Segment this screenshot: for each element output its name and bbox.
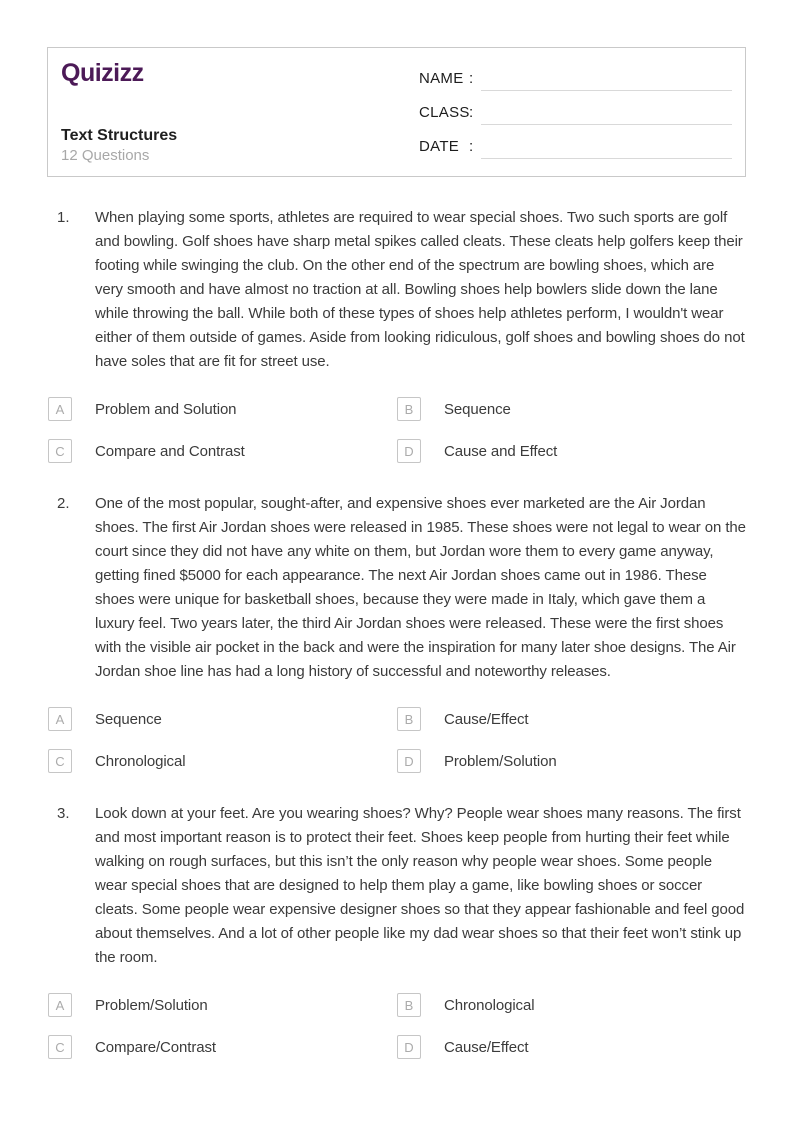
option — [397, 439, 746, 463]
option-label: Cause/Effect — [444, 1038, 529, 1056]
option — [397, 993, 746, 1017]
option-label: Chronological — [444, 996, 535, 1014]
class-field-colon: : — [469, 103, 474, 121]
date-field-label: DATE — [419, 137, 460, 155]
option-label: Cause and Effect — [444, 442, 558, 460]
option-letter-box[interactable]: C — [48, 1035, 72, 1059]
question-block — [48, 492, 746, 773]
question-text: One of the most popular, sought-after, and expensive shoes ever marketed are the Air Jordan shoes. The first Air Jordan shoes were released in 1985. These shoes were not legal to wear on the court since they did not have any white on them, but Jordan wore them to every game anyway, getting fined $5000 for each appearance. The next Air Jordan shoes came out in 1986. These shoes were unique for basketball shoes, because they were made in Italy, which gave them a luxury feel. Two years later, the third Air Jordan shoes were released. These were the first shoes with the visible air pocket in the back and were the inspiration for many later shoe designs. The Air Jordan shoe line has had a long history of successful and noteworthy releases. — [95, 495, 746, 680]
option — [397, 1035, 746, 1059]
question-body — [55, 206, 746, 463]
option — [48, 993, 397, 1017]
option-label: Compare/Contrast — [95, 1038, 216, 1056]
worksheet-header — [47, 47, 746, 177]
options-grid — [48, 993, 746, 1059]
title-block — [61, 125, 177, 166]
date-field-colon: : — [469, 137, 474, 155]
option-letter-box[interactable]: D — [397, 439, 421, 463]
option — [397, 397, 746, 421]
question-number: 2. — [57, 495, 70, 512]
class-field-label: CLASS — [419, 103, 470, 121]
option — [48, 439, 397, 463]
option-letter-box[interactable]: B — [397, 993, 421, 1017]
option-letter-box[interactable]: A — [48, 993, 72, 1017]
option — [397, 707, 746, 731]
name-field-colon: : — [469, 69, 474, 87]
class-field-row — [419, 95, 732, 129]
name-field-row — [419, 61, 732, 95]
question-number: 1. — [57, 209, 70, 226]
option-letter-box[interactable]: D — [397, 749, 421, 773]
option — [48, 397, 397, 421]
option-label: Problem/Solution — [444, 752, 557, 770]
option-letter-box[interactable]: A — [48, 397, 72, 421]
option-letter-box[interactable]: C — [48, 749, 72, 773]
date-field-row — [419, 129, 732, 163]
option-letter-box[interactable]: B — [397, 707, 421, 731]
worksheet-title: Text Structures — [61, 127, 178, 144]
question-text: Look down at your feet. Are you wearing shoes? Why? People wear shoes many reasons. The first and most important reason is to protect their feet. Shoes keep people from hurting their feet while walking on rough surfaces, but this isn’t the only reason why people wear shoes. Some people wear special shoes that are designed to help them play a game, like bowling shoes or soccer cleats. Some people wear expensive designer shoes so that they appear fashionable and feel good about themselves. And a lot of other people like my dad wear shoes so that their feet won’t stink up the room. — [95, 805, 745, 966]
name-input-line[interactable] — [481, 90, 732, 91]
option-letter-box[interactable]: D — [397, 1035, 421, 1059]
option-label: Problem and Solution — [95, 400, 237, 418]
option-letter-box[interactable]: C — [48, 439, 72, 463]
question-block — [48, 206, 746, 463]
option — [48, 1035, 397, 1059]
option-letter-box[interactable]: B — [397, 397, 421, 421]
question-number: 3. — [57, 805, 70, 822]
question-block — [48, 802, 746, 1059]
option-label: Compare and Contrast — [95, 442, 245, 460]
option-label: Cause/Effect — [444, 710, 529, 728]
name-field-label: NAME — [419, 69, 464, 87]
question-text: When playing some sports, athletes are required to wear special shoes. Two such sports are golf and bowling. Golf shoes have sharp metal spikes called cleats. These cleats help golfers keep their footing while swinging the club. On the other end of the spectrum are bowling shoes, which are very smooth and have almost no traction at all. Bowling shoes help bowlers slide down the lane while throwing the ball. While both of these types of shoes help athletes perform, I wouldn't wear either of them outside of games. Aside from looking ridiculous, golf shoes and bowling shoes do not have soles that are fit for street use. — [95, 209, 745, 370]
option — [48, 749, 397, 773]
options-grid — [48, 397, 746, 463]
option-label: Sequence — [444, 400, 511, 418]
option-letter-box[interactable]: A — [48, 707, 72, 731]
option-label: Problem/Solution — [95, 996, 208, 1014]
student-info-fields — [419, 61, 732, 163]
date-input-line[interactable] — [481, 158, 732, 159]
quizizz-logo: Quizizz — [61, 59, 144, 87]
question-body — [55, 492, 746, 773]
option-label: Chronological — [95, 752, 186, 770]
option — [397, 749, 746, 773]
options-grid — [48, 707, 746, 773]
questions-list — [0, 177, 794, 1059]
option — [48, 707, 397, 731]
question-body — [55, 802, 746, 1059]
question-count: 12 Questions — [61, 147, 150, 164]
class-input-line[interactable] — [481, 124, 732, 125]
option-label: Sequence — [95, 710, 162, 728]
